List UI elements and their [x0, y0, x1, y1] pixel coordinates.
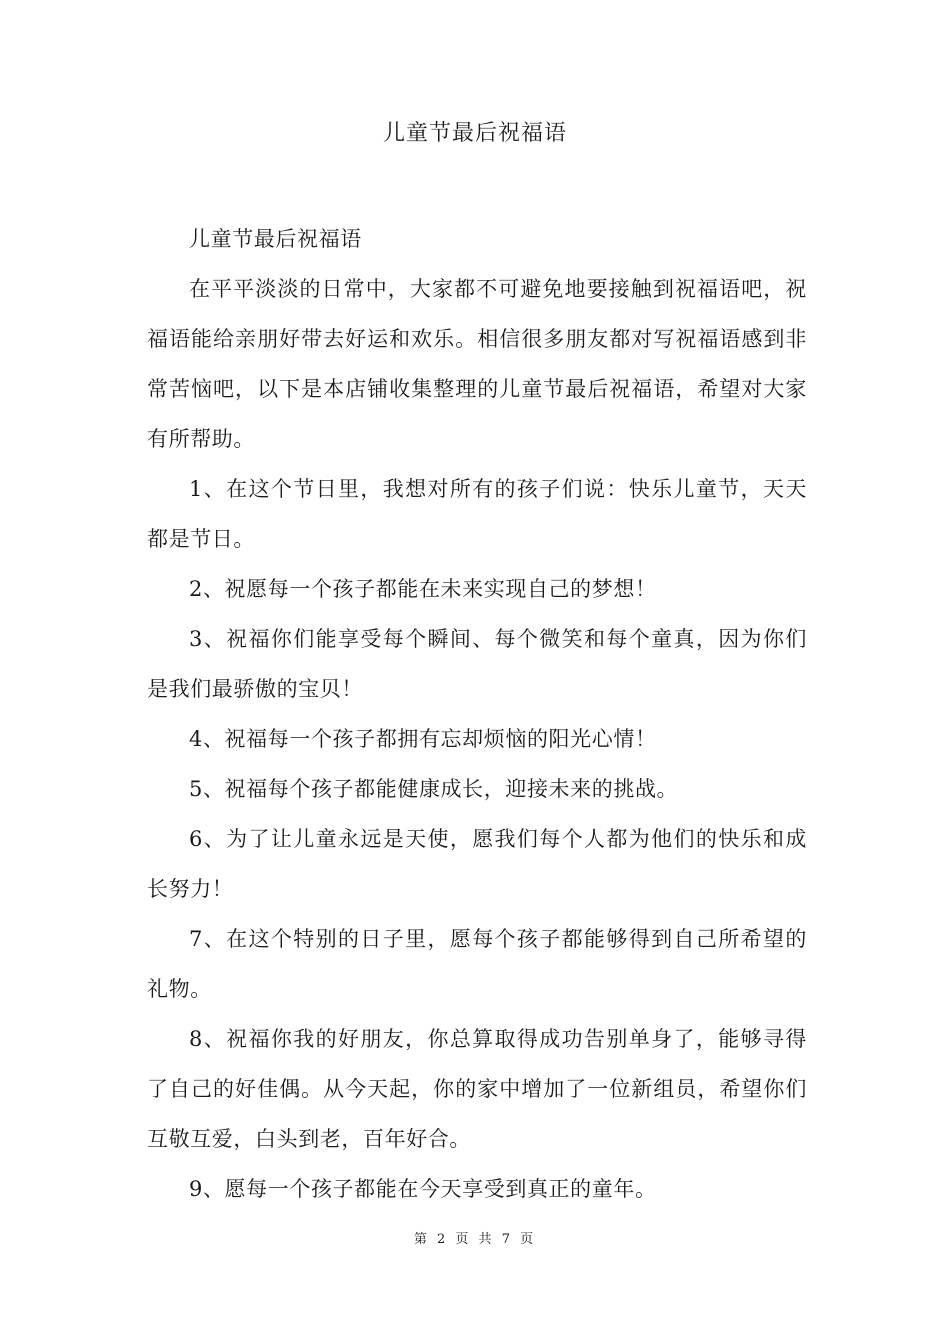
paragraph-subtitle: 儿童节最后祝福语	[189, 227, 362, 251]
page-number-footer: 第 2 页 共 7 页	[413, 1232, 537, 1247]
wish-item-1: 1、在这个节日里，我想对所有的孩子们说：快乐儿童节，天天都是节日。	[147, 477, 807, 551]
document-body	[147, 214, 807, 1214]
wish-item-7: 7、在这个特别的日子里，愿每个孩子都能够得到自己所希望的礼物。	[147, 927, 807, 1001]
wish-item-2: 2、祝愿每一个孩子都能在未来实现自己的梦想！	[189, 577, 657, 601]
wish-item-9: 9、愿每一个孩子都能在今天享受到真正的童年。	[189, 1177, 657, 1201]
wish-item-3: 3、祝福你们能享受每个瞬间、每个微笑和每个童真，因为你们是我们最骄傲的宝贝！	[147, 627, 807, 701]
wish-item-6: 6、为了让儿童永远是天使，愿我们每个人都为他们的快乐和成长努力！	[147, 827, 807, 901]
wish-item-8: 8、祝福你我的好朋友，你总算取得成功告别单身了，能够寻得了自己的好佳偶。从今天起，你的家中增加了一位新组员，希望你们互敬互爱，白头到老，百年好合。	[147, 1027, 807, 1151]
paragraph-intro: 在平平淡淡的日常中，大家都不可避免地要接触到祝福语吧，祝福语能给亲朋好带去好运和欢乐。相信很多朋友都对写祝福语感到非常苦恼吧，以下是本店铺收集整理的儿童节最后祝福语，希望对大家有所帮助。	[147, 277, 807, 451]
wish-item-5: 5、祝福每个孩子都能健康成长，迎接未来的挑战。	[189, 777, 679, 801]
wish-item-4: 4、祝福每一个孩子都拥有忘却烦恼的阳光心情！	[189, 727, 657, 751]
document-title: 儿童节最后祝福语	[382, 121, 567, 146]
